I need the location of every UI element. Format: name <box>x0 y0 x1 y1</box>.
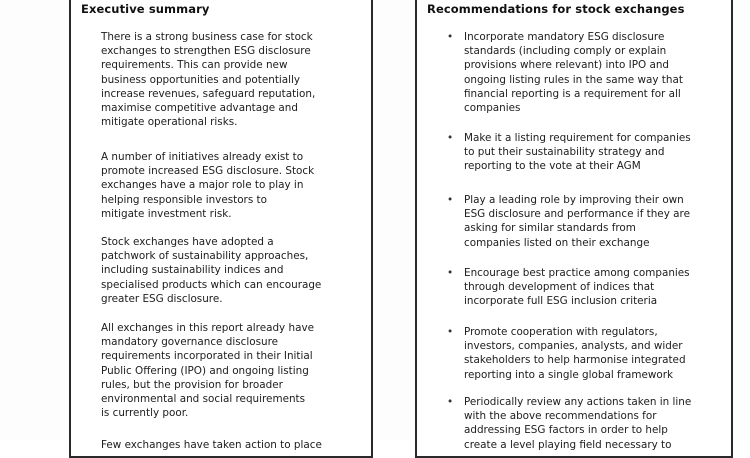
bullet-icon: • <box>447 396 454 408</box>
bullet-icon: • <box>447 267 454 279</box>
bullet-icon: • <box>447 31 454 43</box>
recommendations-heading: Recommendations for stock exchanges <box>427 2 685 16</box>
bullet-icon: • <box>447 326 454 338</box>
recommendation-text: Make it a listing requirement for companies to put their sustainability strategy and reporting to the vote at their AGM <box>464 132 691 173</box>
bullet-icon: • <box>447 132 454 144</box>
recommendation-text: Promote cooperation with regulators, investors, companies, analysts, and wider stakeholders to help harmonise integrated reporting into a single global framework <box>464 326 686 381</box>
recommendation-text: Play a leading role by improving their own ESG disclosure and performance if they are asking for similar standards from companies listed on their exchange <box>464 194 690 249</box>
recommendation-text: Incorporate mandatory ESG disclosure standards (including comply or explain provisions where relevant) into IPO and ongoing listing rules in the same way that financial reporting is a requirement for all companies <box>464 31 683 115</box>
recommendation-text: Encourage best practice among companies through development of indices that incorporate full ESG inclusion criteria <box>464 267 690 308</box>
summary-paragraph-5: Few exchanges have taken action to place <box>101 439 322 451</box>
executive-summary-heading: Executive summary <box>81 2 210 16</box>
recommendation-text: Periodically review any actions taken in line with the above recommendations for addressing ESG factors in order to help create a level playing field necessary to <box>464 396 692 451</box>
bullet-icon: • <box>447 194 454 206</box>
executive-summary-panel <box>69 0 373 458</box>
recommendations-panel <box>415 0 733 458</box>
summary-paragraph-2: A number of initiatives already exist to promote increased ESG disclosure. Stock exchanges have a major role to play in helping responsible investors to mitigate investment risk. <box>101 151 315 220</box>
summary-paragraph-3: Stock exchanges have adopted a patchwork of sustainability approaches, including sustainability indices and specialised products which can encourage greater ESG disclosure. <box>101 236 322 305</box>
summary-paragraph-4: All exchanges in this report already have mandatory governance disclosure requirements incorporated in their Initial Public Offering (IPO) and ongoing listing rules, but the provision for broader environmental and social requirements is currently poor. <box>101 322 314 420</box>
summary-paragraph-1: There is a strong business case for stock exchanges to strengthen ESG disclosure requirements. This can provide new business opportunities and potentially increase revenues, safeguard reputation, maximise competitive advantage and mitigate operational risks. <box>101 31 316 129</box>
